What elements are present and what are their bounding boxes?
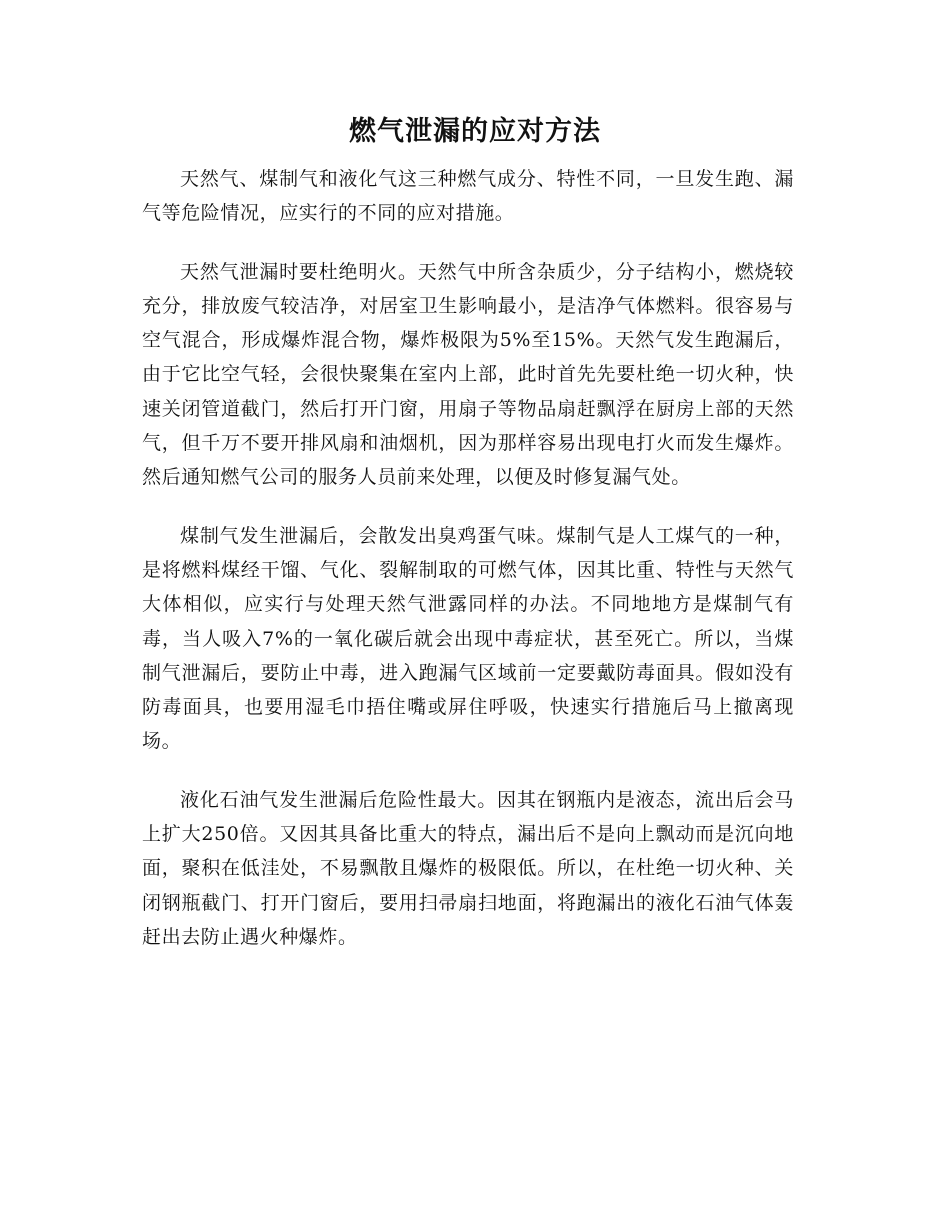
paragraph-natural-gas: 天然气泄漏时要杜绝明火。天然气中所含杂质少，分子结构小，燃烧较充分，排放废气较洁净，对居室卫生影响最小，是洁净气体燃料。很容易与空气混合，形成爆炸混合物，爆炸极限为5%至15%。天然气发生跑漏后，由于它比空气轻，会很快聚集在室内上部，此时首先先要杜绝一切火种，快速关闭管道截门，然后打开门窗，用扇子等物品扇赶飘浮在厨房上部的天然气，但千万不要开排风扇和油烟机，因为那样容易出现电打火而发生爆炸。然后通知燃气公司的服务人员前来处理，以便及时修复漏气处。 [142,260,794,489]
document-body [142,162,794,978]
paragraph-lpg: 液化石油气发生泄漏后危险性最大。因其在钢瓶内是液态，流出后会马上扩大250倍。又因其具备比重大的特点，漏出后不是向上飘动而是沉向地面，聚积在低洼处，不易飘散且爆炸的极限低。所以，在杜绝一切火种、关闭钢瓶截门、打开门窗后，要用扫帚扇扫地面，将跑漏出的液化石油气体轰赶出去防止遇火种爆炸。 [142,788,794,948]
page-title: 燃气泄漏的应对方法 [349,116,601,147]
paragraph-coal-gas: 煤制气发生泄漏后，会散发出臭鸡蛋气味。煤制气是人工煤气的一种，是将燃料煤经干馏、气化、裂解制取的可燃气体，因其比重、特性与天然气大体相似，应实行与处理天然气泄露同样的办法。不同地地方是煤制气有毒，当人吸入7%的一氧化碳后就会出现中毒症状，甚至死亡。所以，当煤制气泄漏后，要防止中毒，进入跑漏气区域前一定要戴防毒面具。假如没有防毒面具，也要用湿毛巾捂住嘴或屏住呼吸，快速实行措施后马上撤离现场。 [142,524,794,753]
paragraph-intro: 天然气、煤制气和液化气这三种燃气成分、特性不同，一旦发生跑、漏气等危险情况，应实行的不同的应对措施。 [142,168,794,225]
